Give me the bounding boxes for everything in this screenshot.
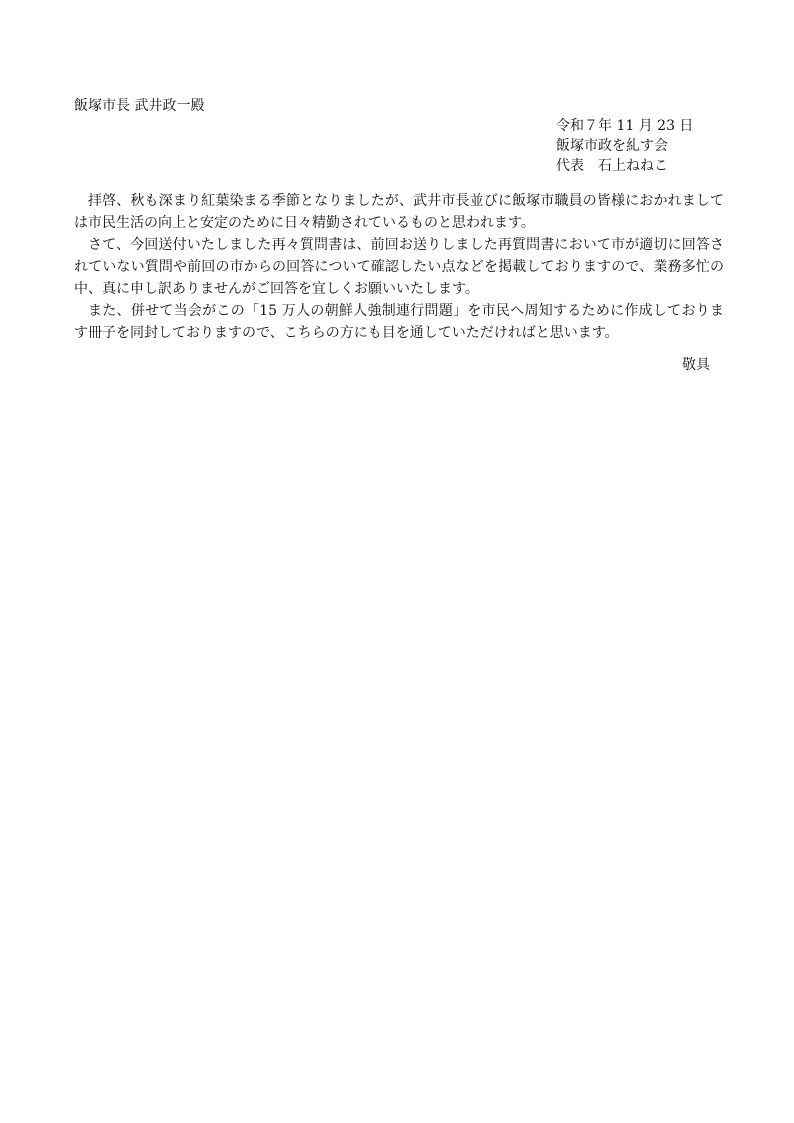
body-paragraph-enclosure: また、併せて当会がこの「15 万人の朝鮮人強制連行問題」を市民へ周知するために作成しております冊子を同封しておりますので、こちらの方にも目を通していただければと思います。 [74,303,724,341]
closing-phrase: 敬具 [682,357,710,373]
letter-body [74,190,724,344]
body-paragraph-request: さて、今回送付いたしました再々質問書は、前回お送りしました再質問書において市が適切に回答されていない質問や前回の市からの回答について確認したい点などを掲載しておりますので、業務多忙の中、真に申し訳ありませんがご回答を宜しくお願いいたします。 [74,237,724,297]
sender-representative: 代表 石上ねねこ [556,158,668,174]
sender-block [556,116,693,176]
body-paragraph-greeting: 拝啓、秋も深まり紅葉染まる季節となりましたが、武井市長並びに飯塚市職員の皆様におかれましては市民生活の向上と安定のために日々精勤されているものと思われます。 [74,193,724,231]
recipient-line: 飯塚市長 武井政一殿 [74,98,205,114]
letter-date: 令和７年 11 月 23 日 [556,118,694,134]
sender-organization: 飯塚市政を糺す会 [556,138,668,154]
